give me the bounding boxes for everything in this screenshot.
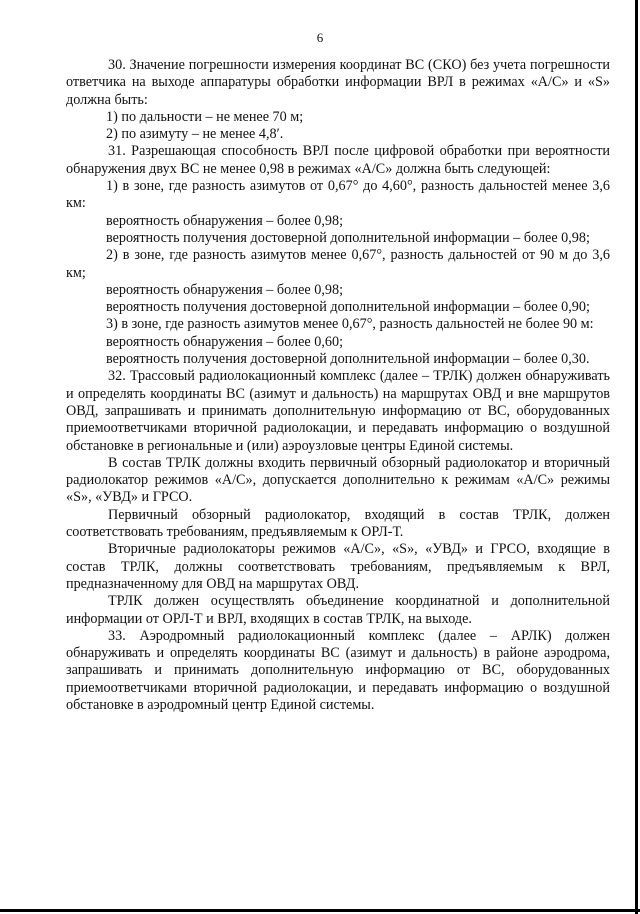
scan-border-right — [635, 0, 638, 914]
scan-border-bottom — [0, 909, 640, 912]
paragraph-31-zone-3-info: вероятность получения достоверной дополнительной информации – более 0,30. — [106, 351, 590, 368]
paragraph-30: 30. Значение погрешности измерения координат ВС (СКО) без учета погрешности ответчика на выходе аппаратуры обработки информации ВРЛ в режимах «А/С» и «S» должна быть: — [66, 57, 610, 108]
document-body — [66, 57, 610, 714]
paragraph-31-zone-2-detection: вероятность обнаружения – более 0,98; — [106, 281, 344, 298]
paragraph-31-zone-2-info: вероятность получения достоверной дополнительной информации – более 0,90; — [106, 299, 590, 316]
paragraph-31-zone-2: 2) в зоне, где разность азимутов менее 0,67°, разность дальностей от 90 м до 3,6 км; — [66, 247, 610, 281]
paragraph-32-primary-radar: Первичный обзорный радиолокатор, входящий в состав ТРЛК, должен соответствовать требованиям, предъявляемым к ОРЛ-Т. — [66, 506, 610, 541]
paragraph-30-item-2: 2) по азимуту – не менее 4,8′. — [106, 126, 284, 143]
paragraph-32-merge: ТРЛК должен осуществлять объединение координатной и дополнительной информации от ОРЛ-Т и ВРЛ, входящих в состав ТРЛК, на выходе. — [66, 593, 610, 627]
paragraph-31-zone-3-detection: вероятность обнаружения – более 0,60; — [106, 333, 344, 350]
paragraph-32-composition: В состав ТРЛК должны входить первичный обзорный радиолокатор и вторичный радиолокатор режимов «А/С», допускается дополнительно к режимам «А/С» режимы «S», «УВД» и ГРСО. — [66, 454, 610, 506]
paragraph-32: 32. Трассовый радиолокационный комплекс (далее – ТРЛК) должен обнаруживать и определять координаты ВС (азимут и дальность) на маршрутах ОВД и вне маршрутов ОВД, запрашивать и принимать дополнительную информацию от ВС, оборудованных приемоответчиками вторичной радиолокации, и передавать информацию о воздушной обстановке в региональные и (или) аэроузловые центры Единой системы. — [66, 368, 610, 454]
page-number: 6 — [316, 30, 324, 45]
paragraph-31-zone-1: 1) в зоне, где разность азимутов от 0,67° до 4,60°, разность дальностей менее 3,6 км: — [66, 178, 610, 212]
paragraph-30-item-1: 1) по дальности – не менее 70 м; — [106, 108, 304, 125]
paragraph-32-secondary-radar: Вторичные радиолокаторы режимов «А/С», «S», «УВД» и ГРСО, входящие в состав ТРЛК, должны соответствовать требованиям, предъявляемым к ВРЛ, предназначенному для ОВД на маршрутах ОВД. — [66, 541, 610, 592]
paragraph-31-zone-1-detection: вероятность обнаружения – более 0,98; — [106, 212, 344, 229]
paragraph-31: 31. Разрешающая способность ВРЛ после цифровой обработки при вероятности обнаружения двух ВС не менее 0,98 в режимах «А/С» должна быть следующей: — [66, 143, 610, 177]
paragraph-33: 33. Аэродромный радиолокационный комплекс (далее – АРЛК) должен обнаруживать и определять координаты ВС (азимут и дальность) в районе аэродрома, запрашивать и принимать дополнительную информацию от ВС, оборудованных приемоответчиками вторичной радиолокации, и передавать информацию о воздушной обстановке в аэродромный центр Единой системы. — [66, 627, 610, 713]
paragraph-31-zone-1-info: вероятность получения достоверной дополнительной информации – более 0,98; — [106, 229, 590, 246]
paragraph-31-zone-3: 3) в зоне, где разность азимутов менее 0,67°, разность дальностей не более 90 м: — [106, 316, 594, 333]
